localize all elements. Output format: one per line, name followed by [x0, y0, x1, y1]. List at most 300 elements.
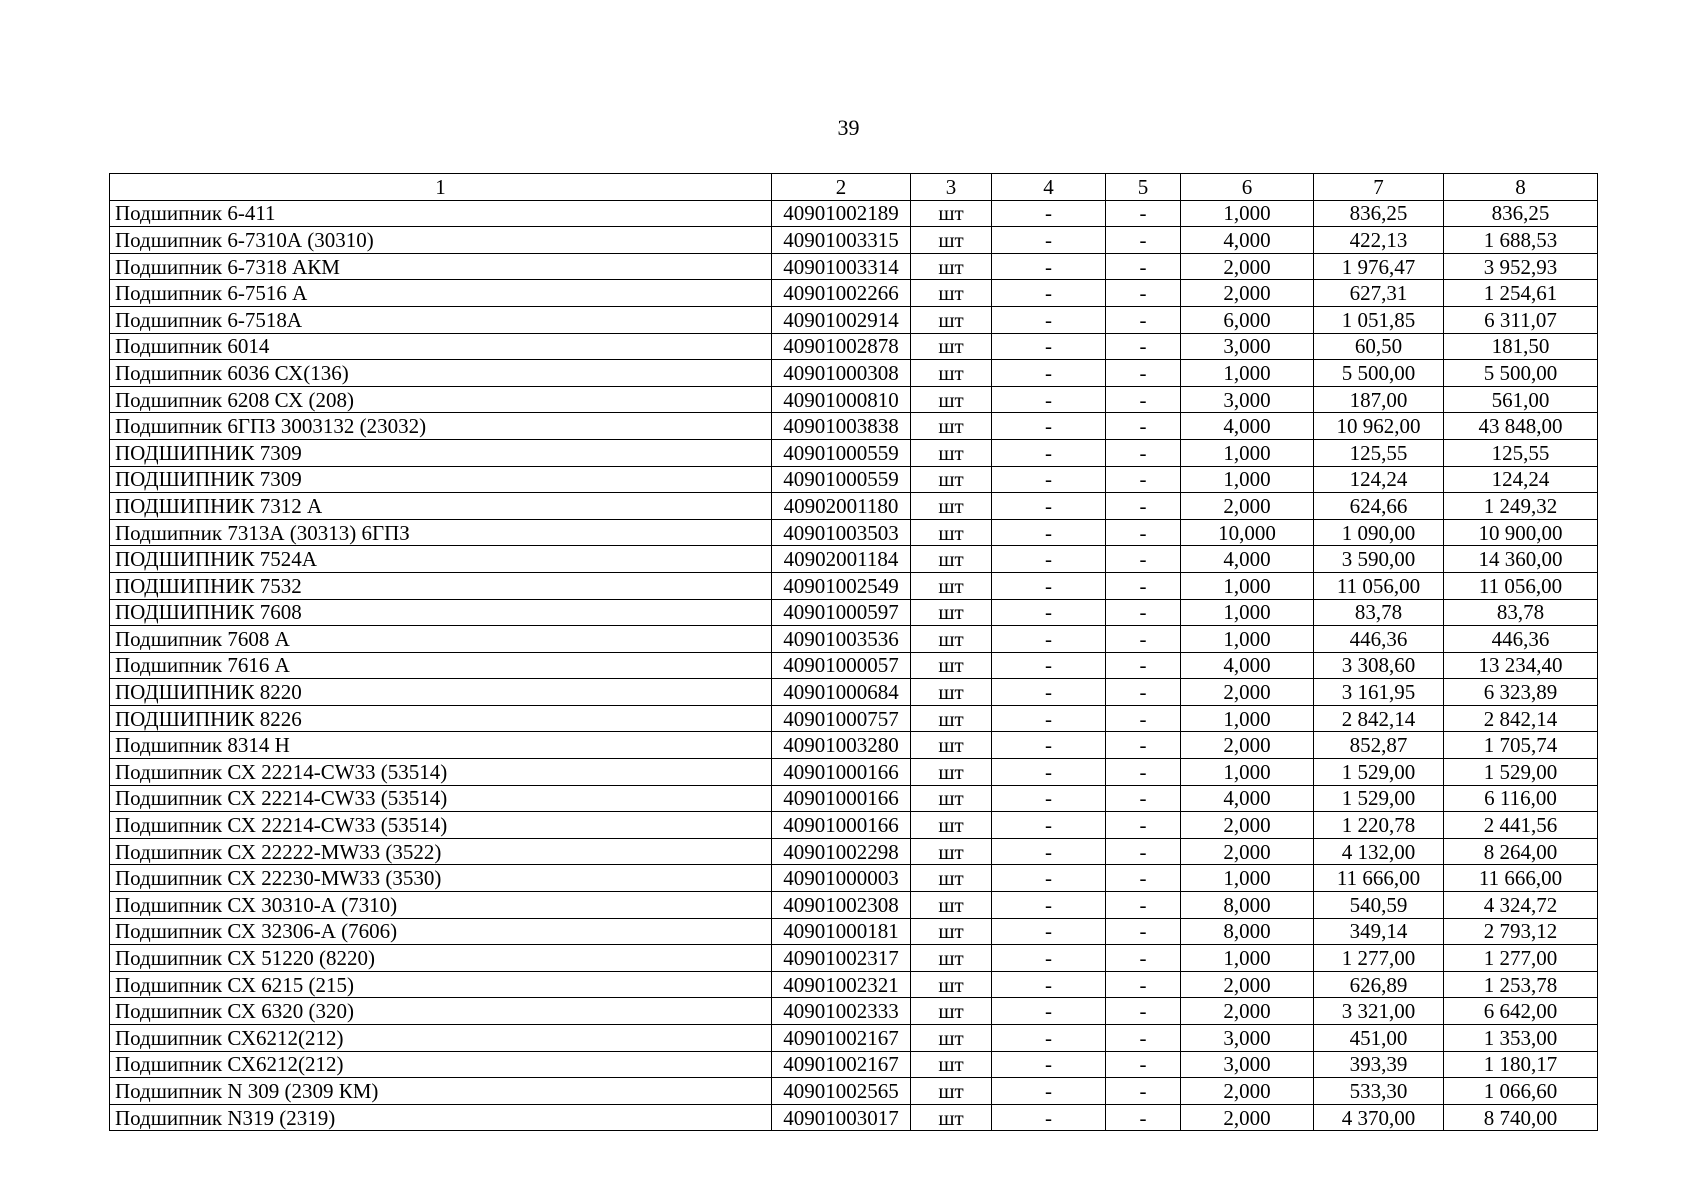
cell-quantity: 3,000 — [1181, 1051, 1314, 1078]
table-row — [110, 1104, 1598, 1131]
cell-col-5: - — [1106, 572, 1181, 599]
cell-col-5: - — [1106, 838, 1181, 865]
table-row — [110, 732, 1598, 759]
table-row — [110, 519, 1598, 546]
cell-quantity: 1,000 — [1181, 599, 1314, 626]
cell-unit: шт — [911, 519, 992, 546]
table-row — [110, 812, 1598, 839]
table-row — [110, 1025, 1598, 1052]
cell-amount: 1 253,78 — [1444, 971, 1598, 998]
table-row — [110, 971, 1598, 998]
cell-unit: шт — [911, 918, 992, 945]
cell-unit: шт — [911, 227, 992, 254]
cell-quantity: 3,000 — [1181, 1025, 1314, 1052]
cell-item-code: 40901002298 — [772, 838, 911, 865]
cell-col-5: - — [1106, 626, 1181, 653]
cell-col-5: - — [1106, 360, 1181, 387]
cell-col-4: - — [992, 759, 1106, 786]
cell-col-4: - — [992, 519, 1106, 546]
cell-item-code: 40901002914 — [772, 306, 911, 333]
cell-item-code: 40901002333 — [772, 998, 911, 1025]
cell-item-code: 40901002878 — [772, 333, 911, 360]
cell-amount: 1 529,00 — [1444, 759, 1598, 786]
cell-unit: шт — [911, 732, 992, 759]
cell-item-code: 40901000003 — [772, 865, 911, 892]
cell-quantity: 6,000 — [1181, 306, 1314, 333]
table-row — [110, 1051, 1598, 1078]
cell-quantity: 1,000 — [1181, 572, 1314, 599]
cell-item-name: Подшипник СХ6212(212) — [110, 1051, 772, 1078]
cell-quantity: 8,000 — [1181, 918, 1314, 945]
cell-col-5: - — [1106, 333, 1181, 360]
cell-quantity: 2,000 — [1181, 679, 1314, 706]
cell-amount: 1 249,32 — [1444, 493, 1598, 520]
cell-col-5: - — [1106, 971, 1181, 998]
cell-quantity: 1,000 — [1181, 705, 1314, 732]
cell-col-4: - — [992, 360, 1106, 387]
cell-price: 1 976,47 — [1314, 253, 1444, 280]
cell-quantity: 4,000 — [1181, 785, 1314, 812]
table-row — [110, 280, 1598, 307]
cell-unit: шт — [911, 679, 992, 706]
cell-col-4: - — [992, 599, 1106, 626]
cell-item-code: 40901003314 — [772, 253, 911, 280]
table-row — [110, 759, 1598, 786]
cell-item-name: Подшипник СХ 22214-CW33 (53514) — [110, 785, 772, 812]
cell-amount: 2 793,12 — [1444, 918, 1598, 945]
cell-unit: шт — [911, 306, 992, 333]
cell-unit: шт — [911, 253, 992, 280]
cell-price: 60,50 — [1314, 333, 1444, 360]
cell-item-code: 40901002317 — [772, 945, 911, 972]
cell-price: 83,78 — [1314, 599, 1444, 626]
cell-quantity: 4,000 — [1181, 227, 1314, 254]
cell-col-5: - — [1106, 1078, 1181, 1105]
cell-col-4: - — [992, 971, 1106, 998]
table-row — [110, 1078, 1598, 1105]
cell-col-5: - — [1106, 466, 1181, 493]
cell-quantity: 3,000 — [1181, 386, 1314, 413]
cell-amount: 8 264,00 — [1444, 838, 1598, 865]
cell-amount: 8 740,00 — [1444, 1104, 1598, 1131]
cell-col-4: - — [992, 333, 1106, 360]
cell-amount: 836,25 — [1444, 200, 1598, 227]
cell-item-name: ПОДШИПНИК 7532 — [110, 572, 772, 599]
cell-price: 836,25 — [1314, 200, 1444, 227]
cell-price: 11 666,00 — [1314, 865, 1444, 892]
cell-price: 125,55 — [1314, 439, 1444, 466]
cell-col-5: - — [1106, 945, 1181, 972]
cell-unit: шт — [911, 386, 992, 413]
table-row — [110, 918, 1598, 945]
cell-quantity: 2,000 — [1181, 1104, 1314, 1131]
cell-unit: шт — [911, 971, 992, 998]
cell-col-5: - — [1106, 386, 1181, 413]
table-row — [110, 572, 1598, 599]
cell-price: 3 161,95 — [1314, 679, 1444, 706]
cell-unit: шт — [911, 360, 992, 387]
cell-col-5: - — [1106, 705, 1181, 732]
cell-price: 422,13 — [1314, 227, 1444, 254]
cell-col-4: - — [992, 998, 1106, 1025]
cell-col-5: - — [1106, 732, 1181, 759]
column-header-7: 7 — [1314, 174, 1444, 201]
cell-amount: 3 952,93 — [1444, 253, 1598, 280]
cell-item-code: 40901002549 — [772, 572, 911, 599]
cell-price: 1 051,85 — [1314, 306, 1444, 333]
cell-item-name: Подшипник СХ 6320 (320) — [110, 998, 772, 1025]
cell-item-name: Подшипник 7616 А — [110, 652, 772, 679]
cell-item-name: Подшипник N319 (2319) — [110, 1104, 772, 1131]
cell-price: 11 056,00 — [1314, 572, 1444, 599]
cell-item-code: 40901002308 — [772, 892, 911, 919]
table-body — [110, 200, 1598, 1131]
cell-item-code: 40902001180 — [772, 493, 911, 520]
cell-unit: шт — [911, 572, 992, 599]
cell-quantity: 2,000 — [1181, 812, 1314, 839]
cell-amount: 1 688,53 — [1444, 227, 1598, 254]
table-row — [110, 253, 1598, 280]
cell-quantity: 2,000 — [1181, 1078, 1314, 1105]
table-row — [110, 386, 1598, 413]
cell-unit: шт — [911, 599, 992, 626]
cell-unit: шт — [911, 785, 992, 812]
table-row — [110, 546, 1598, 573]
cell-unit: шт — [911, 705, 992, 732]
cell-amount: 6 311,07 — [1444, 306, 1598, 333]
column-header-1: 1 — [110, 174, 772, 201]
cell-unit: шт — [911, 413, 992, 440]
cell-col-4: - — [992, 652, 1106, 679]
cell-amount: 6 323,89 — [1444, 679, 1598, 706]
cell-item-name: Подшипник СХ 6215 (215) — [110, 971, 772, 998]
cell-col-4: - — [992, 1104, 1106, 1131]
cell-item-name: Подшипник 6036 СХ(136) — [110, 360, 772, 387]
cell-item-code: 40901000057 — [772, 652, 911, 679]
cell-quantity: 1,000 — [1181, 200, 1314, 227]
cell-item-code: 40901002167 — [772, 1025, 911, 1052]
cell-unit: шт — [911, 466, 992, 493]
cell-amount: 6 642,00 — [1444, 998, 1598, 1025]
cell-amount: 43 848,00 — [1444, 413, 1598, 440]
cell-item-code: 40901000559 — [772, 439, 911, 466]
cell-price: 3 590,00 — [1314, 546, 1444, 573]
cell-quantity: 2,000 — [1181, 253, 1314, 280]
table-row — [110, 679, 1598, 706]
cell-price: 3 308,60 — [1314, 652, 1444, 679]
cell-item-name: Подшипник 8314 Н — [110, 732, 772, 759]
table-row — [110, 892, 1598, 919]
cell-col-5: - — [1106, 998, 1181, 1025]
cell-amount: 181,50 — [1444, 333, 1598, 360]
cell-item-code: 40901000757 — [772, 705, 911, 732]
cell-quantity: 1,000 — [1181, 439, 1314, 466]
cell-item-name: Подшипник СХ 32306-А (7606) — [110, 918, 772, 945]
cell-unit: шт — [911, 998, 992, 1025]
cell-item-name: Подшипник СХ 22214-CW33 (53514) — [110, 759, 772, 786]
cell-item-code: 40901003536 — [772, 626, 911, 653]
cell-price: 5 500,00 — [1314, 360, 1444, 387]
cell-col-5: - — [1106, 200, 1181, 227]
cell-amount: 83,78 — [1444, 599, 1598, 626]
cell-item-code: 40901000166 — [772, 812, 911, 839]
cell-item-name: Подшипник 6208 СХ (208) — [110, 386, 772, 413]
table-row — [110, 306, 1598, 333]
cell-col-5: - — [1106, 865, 1181, 892]
cell-item-name: ПОДШИПНИК 7608 — [110, 599, 772, 626]
cell-price: 626,89 — [1314, 971, 1444, 998]
cell-price: 349,14 — [1314, 918, 1444, 945]
cell-unit: шт — [911, 652, 992, 679]
cell-amount: 125,55 — [1444, 439, 1598, 466]
cell-quantity: 2,000 — [1181, 971, 1314, 998]
cell-col-5: - — [1106, 280, 1181, 307]
cell-price: 1 277,00 — [1314, 945, 1444, 972]
cell-price: 446,36 — [1314, 626, 1444, 653]
cell-unit: шт — [911, 1025, 992, 1052]
cell-col-5: - — [1106, 227, 1181, 254]
cell-unit: шт — [911, 200, 992, 227]
cell-col-4: - — [992, 493, 1106, 520]
cell-col-4: - — [992, 572, 1106, 599]
cell-item-code: 40901003315 — [772, 227, 911, 254]
page-number: 39 — [837, 115, 860, 140]
cell-unit: шт — [911, 865, 992, 892]
cell-price: 533,30 — [1314, 1078, 1444, 1105]
cell-price: 393,39 — [1314, 1051, 1444, 1078]
cell-unit: шт — [911, 892, 992, 919]
cell-col-4: - — [992, 838, 1106, 865]
cell-item-code: 40901002167 — [772, 1051, 911, 1078]
table-row — [110, 998, 1598, 1025]
cell-col-4: - — [992, 918, 1106, 945]
cell-col-4: - — [992, 892, 1106, 919]
cell-item-name: Подшипник 7313А (30313) 6ГПЗ — [110, 519, 772, 546]
cell-item-name: Подшипник СХ 51220 (8220) — [110, 945, 772, 972]
cell-unit: шт — [911, 333, 992, 360]
table-row — [110, 466, 1598, 493]
cell-amount: 13 234,40 — [1444, 652, 1598, 679]
cell-amount: 446,36 — [1444, 626, 1598, 653]
cell-price: 451,00 — [1314, 1025, 1444, 1052]
cell-item-name: Подшипник 6-7318 АКМ — [110, 253, 772, 280]
cell-price: 4 370,00 — [1314, 1104, 1444, 1131]
cell-amount: 124,24 — [1444, 466, 1598, 493]
cell-item-code: 40901000166 — [772, 785, 911, 812]
table-row — [110, 945, 1598, 972]
cell-item-name: Подшипник СХ 22230-MW33 (3530) — [110, 865, 772, 892]
cell-quantity: 2,000 — [1181, 998, 1314, 1025]
cell-amount: 1 277,00 — [1444, 945, 1598, 972]
inventory-table — [109, 173, 1598, 1131]
cell-unit: шт — [911, 945, 992, 972]
table-row — [110, 439, 1598, 466]
cell-price: 540,59 — [1314, 892, 1444, 919]
cell-price: 187,00 — [1314, 386, 1444, 413]
cell-amount: 14 360,00 — [1444, 546, 1598, 573]
column-header-3: 3 — [911, 174, 992, 201]
cell-price: 1 529,00 — [1314, 785, 1444, 812]
cell-price: 10 962,00 — [1314, 413, 1444, 440]
cell-quantity: 3,000 — [1181, 333, 1314, 360]
cell-col-4: - — [992, 785, 1106, 812]
cell-col-5: - — [1106, 759, 1181, 786]
cell-item-name: Подшипник СХ 22214-CW33 (53514) — [110, 812, 772, 839]
cell-col-5: - — [1106, 599, 1181, 626]
cell-item-name: ПОДШИПНИК 7312 А — [110, 493, 772, 520]
cell-col-4: - — [992, 679, 1106, 706]
cell-col-5: - — [1106, 413, 1181, 440]
cell-col-5: - — [1106, 519, 1181, 546]
cell-price: 1 220,78 — [1314, 812, 1444, 839]
cell-unit: шт — [911, 626, 992, 653]
column-header-4: 4 — [992, 174, 1106, 201]
cell-amount: 1 353,00 — [1444, 1025, 1598, 1052]
cell-quantity: 1,000 — [1181, 626, 1314, 653]
cell-col-4: - — [992, 1025, 1106, 1052]
column-header-2: 2 — [772, 174, 911, 201]
cell-price: 4 132,00 — [1314, 838, 1444, 865]
cell-item-code: 40901002321 — [772, 971, 911, 998]
table-row — [110, 493, 1598, 520]
cell-item-code: 40901003503 — [772, 519, 911, 546]
cell-item-code: 40901000597 — [772, 599, 911, 626]
cell-col-4: - — [992, 705, 1106, 732]
cell-col-4: - — [992, 386, 1106, 413]
cell-col-4: - — [992, 1051, 1106, 1078]
cell-price: 2 842,14 — [1314, 705, 1444, 732]
cell-item-name: Подшипник СХ6212(212) — [110, 1025, 772, 1052]
cell-unit: шт — [911, 493, 992, 520]
cell-quantity: 10,000 — [1181, 519, 1314, 546]
table-row — [110, 838, 1598, 865]
cell-col-4: - — [992, 200, 1106, 227]
table-header-row — [110, 174, 1598, 201]
cell-item-name: ПОДШИПНИК 7524А — [110, 546, 772, 573]
cell-unit: шт — [911, 1078, 992, 1105]
cell-item-code: 40901002189 — [772, 200, 911, 227]
cell-price: 1 090,00 — [1314, 519, 1444, 546]
cell-item-code: 40901000166 — [772, 759, 911, 786]
cell-amount: 1 180,17 — [1444, 1051, 1598, 1078]
cell-quantity: 1,000 — [1181, 945, 1314, 972]
cell-unit: шт — [911, 546, 992, 573]
table-row — [110, 200, 1598, 227]
table-row — [110, 705, 1598, 732]
cell-quantity: 4,000 — [1181, 652, 1314, 679]
cell-quantity: 2,000 — [1181, 493, 1314, 520]
table-row — [110, 333, 1598, 360]
cell-item-code: 40901003017 — [772, 1104, 911, 1131]
table-row — [110, 227, 1598, 254]
cell-col-5: - — [1106, 892, 1181, 919]
column-header-6: 6 — [1181, 174, 1314, 201]
cell-col-4: - — [992, 626, 1106, 653]
cell-item-code: 40901000181 — [772, 918, 911, 945]
cell-col-5: - — [1106, 652, 1181, 679]
cell-col-4: - — [992, 1078, 1106, 1105]
cell-amount: 11 666,00 — [1444, 865, 1598, 892]
cell-unit: шт — [911, 439, 992, 466]
cell-col-5: - — [1106, 439, 1181, 466]
cell-item-code: 40901000308 — [772, 360, 911, 387]
cell-col-4: - — [992, 439, 1106, 466]
cell-col-4: - — [992, 253, 1106, 280]
table-row — [110, 413, 1598, 440]
cell-item-name: Подшипник 7608 А — [110, 626, 772, 653]
cell-amount: 6 116,00 — [1444, 785, 1598, 812]
cell-amount: 561,00 — [1444, 386, 1598, 413]
cell-col-4: - — [992, 546, 1106, 573]
cell-col-5: - — [1106, 493, 1181, 520]
cell-col-5: - — [1106, 1025, 1181, 1052]
cell-amount: 5 500,00 — [1444, 360, 1598, 387]
cell-col-5: - — [1106, 812, 1181, 839]
cell-unit: шт — [911, 759, 992, 786]
cell-unit: шт — [911, 1104, 992, 1131]
cell-quantity: 2,000 — [1181, 732, 1314, 759]
cell-col-5: - — [1106, 253, 1181, 280]
cell-item-code: 40901002266 — [772, 280, 911, 307]
table-row — [110, 599, 1598, 626]
cell-unit: шт — [911, 812, 992, 839]
cell-item-name: Подшипник N 309 (2309 КМ) — [110, 1078, 772, 1105]
cell-col-4: - — [992, 306, 1106, 333]
cell-item-name: Подшипник 6-411 — [110, 200, 772, 227]
cell-item-name: ПОДШИПНИК 7309 — [110, 439, 772, 466]
cell-quantity: 1,000 — [1181, 360, 1314, 387]
cell-unit: шт — [911, 838, 992, 865]
cell-amount: 1 066,60 — [1444, 1078, 1598, 1105]
cell-price: 852,87 — [1314, 732, 1444, 759]
cell-item-code: 40901002565 — [772, 1078, 911, 1105]
cell-item-name: Подшипник СХ 22222-MW33 (3522) — [110, 838, 772, 865]
table-row — [110, 360, 1598, 387]
table-row — [110, 626, 1598, 653]
cell-amount: 11 056,00 — [1444, 572, 1598, 599]
cell-quantity: 4,000 — [1181, 413, 1314, 440]
cell-item-name: Подшипник 6-7518А — [110, 306, 772, 333]
cell-item-code: 40901000684 — [772, 679, 911, 706]
cell-item-name: ПОДШИПНИК 8220 — [110, 679, 772, 706]
cell-amount: 10 900,00 — [1444, 519, 1598, 546]
column-header-8: 8 — [1444, 174, 1598, 201]
cell-price: 627,31 — [1314, 280, 1444, 307]
cell-item-code: 40902001184 — [772, 546, 911, 573]
cell-amount: 1 705,74 — [1444, 732, 1598, 759]
cell-price: 3 321,00 — [1314, 998, 1444, 1025]
cell-item-name: Подшипник 6-7516 А — [110, 280, 772, 307]
cell-col-5: - — [1106, 306, 1181, 333]
cell-col-4: - — [992, 732, 1106, 759]
cell-quantity: 2,000 — [1181, 280, 1314, 307]
cell-item-name: ПОДШИПНИК 7309 — [110, 466, 772, 493]
cell-item-code: 40901000810 — [772, 386, 911, 413]
column-header-5: 5 — [1106, 174, 1181, 201]
cell-quantity: 2,000 — [1181, 838, 1314, 865]
table-row — [110, 785, 1598, 812]
cell-item-name: Подшипник 6ГПЗ 3003132 (23032) — [110, 413, 772, 440]
cell-quantity: 1,000 — [1181, 466, 1314, 493]
cell-item-code: 40901003280 — [772, 732, 911, 759]
cell-col-4: - — [992, 945, 1106, 972]
cell-col-5: - — [1106, 1104, 1181, 1131]
cell-quantity: 4,000 — [1181, 546, 1314, 573]
table-row — [110, 865, 1598, 892]
cell-item-code: 40901003838 — [772, 413, 911, 440]
cell-price: 1 529,00 — [1314, 759, 1444, 786]
cell-amount: 4 324,72 — [1444, 892, 1598, 919]
